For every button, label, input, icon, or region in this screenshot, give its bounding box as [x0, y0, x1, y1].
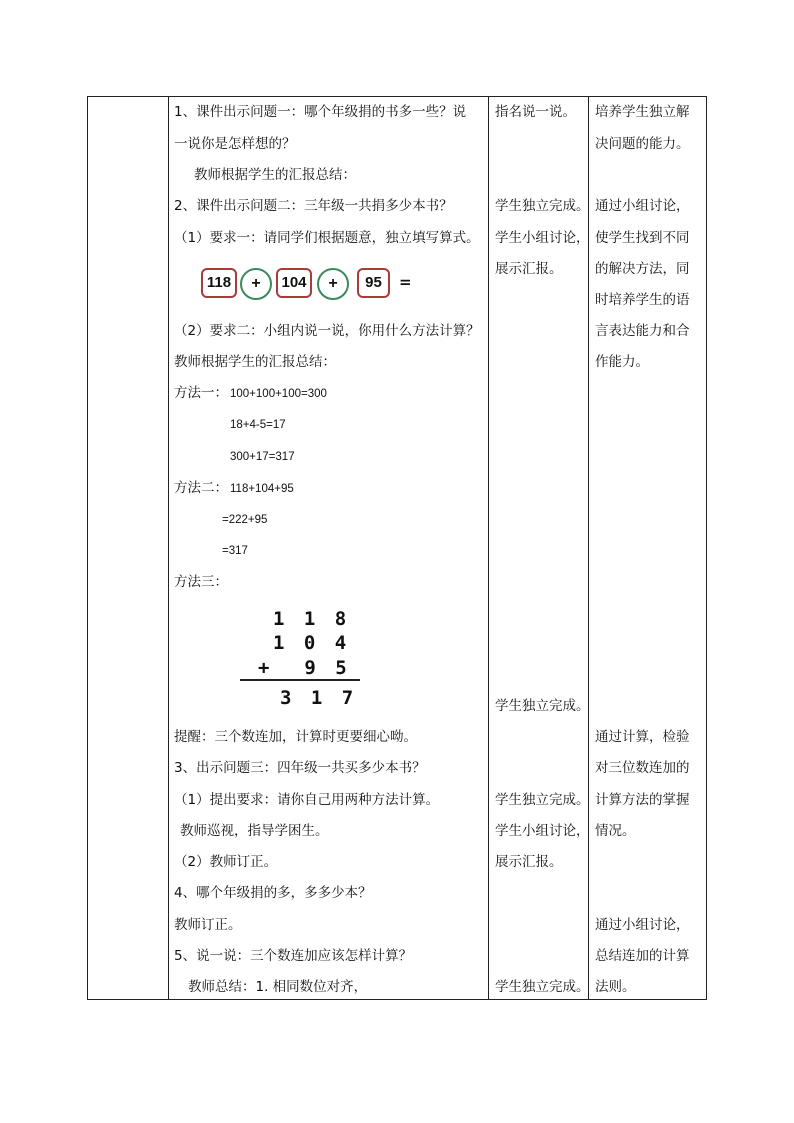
design-intent: 使学生找到不同	[595, 230, 690, 246]
teacher-summary-3: 教师总结：1. 相同数位对齐，	[188, 979, 368, 995]
reminder: 提醒：三个数连加，计算时更要细心呦。	[174, 729, 417, 745]
design-intent: 计算方法的掌握	[595, 792, 690, 808]
vertical-row-2: 1 0 4	[273, 632, 351, 654]
vertical-row-1: 1 1 8	[273, 608, 351, 630]
design-intent: 培养学生独立解	[595, 104, 690, 120]
method-2-step: =222+95	[222, 514, 268, 526]
design-intent: 决问题的能力。	[595, 136, 690, 152]
question-3: 3、出示问题三：四年级一共买多少本书？	[174, 760, 426, 776]
design-intent: 作能力。	[595, 354, 649, 370]
method-2-step: 118+104+95	[230, 483, 294, 495]
method-1-step: 100+100+100=300	[230, 388, 327, 400]
question-1-line-2: 一说你是怎样想的？	[174, 136, 296, 152]
design-intent: 言表达能力和合	[595, 323, 690, 339]
student-activity: 学生独立完成。	[495, 698, 590, 714]
column-divider	[488, 97, 489, 999]
method-3-label: 方法三：	[174, 574, 228, 590]
design-intent: 通过小组讨论，	[595, 198, 690, 214]
vertical-row-3: + 9 5	[258, 657, 351, 679]
addend-box-1: 118	[201, 268, 237, 298]
design-intent: 总结连加的计算	[595, 948, 690, 964]
student-activity: 学生独立完成。	[495, 792, 590, 808]
student-activity: 学生小组讨论，	[495, 823, 590, 839]
question-2: 2、课件出示问题二：三年级一共捐多少本书？	[174, 198, 453, 214]
requirement-1: （1）要求一：请同学们根据题意，独立填写算式。	[174, 230, 480, 246]
design-intent: 的解决方法，同	[595, 261, 690, 277]
student-activity: 学生独立完成。	[495, 198, 590, 214]
equals-sign: =	[399, 273, 412, 291]
requirement-2: （2）要求二：小组内说一说，你用什么方法计算？	[174, 323, 480, 339]
addend-box-3: 95	[357, 268, 390, 298]
teacher-summary-1: 教师根据学生的汇报总结：	[194, 167, 356, 183]
student-activity: 展示汇报。	[495, 854, 563, 870]
student-activity: 学生独立完成。	[495, 979, 590, 995]
plus-circle-2: +	[317, 268, 349, 300]
design-intent: 情况。	[595, 823, 636, 839]
design-intent: 时培养学生的语	[595, 292, 690, 308]
question-3-requirement: （1）提出要求：请你自己用两种方法计算。	[174, 792, 440, 808]
method-2-step: =317	[222, 545, 248, 557]
question-5: 5、说一说：三个数连加应该怎样计算？	[174, 948, 413, 964]
method-2-label: 方法二：	[174, 480, 228, 496]
design-intent: 法则。	[595, 979, 636, 995]
method-1-step: 300+17=317	[230, 451, 295, 463]
column-divider	[168, 97, 169, 999]
method-1-step: 18+4-5=17	[230, 419, 286, 431]
question-4: 4、哪个年级捐的多，多多少本？	[174, 885, 372, 901]
method-1-label: 方法一：	[174, 385, 228, 401]
teacher-patrol: 教师巡视，指导学困生。	[180, 823, 329, 839]
design-intent: 通过小组讨论，	[595, 917, 690, 933]
teacher-correction-2: 教师订正。	[174, 917, 242, 933]
question-1-line-1: 1、课件出示问题一：哪个年级捐的书多一些？说	[174, 104, 467, 120]
vertical-sum-line	[240, 679, 360, 681]
vertical-result: 3 1 7	[280, 687, 358, 709]
design-intent: 通过计算，检验	[595, 729, 690, 745]
teacher-correction-1: （2）教师订正。	[174, 854, 278, 870]
design-intent: 对三位数连加的	[595, 760, 690, 776]
student-activity: 指名说一说。	[495, 104, 576, 120]
teacher-summary-2: 教师根据学生的汇报总结：	[174, 354, 336, 370]
student-activity: 展示汇报。	[495, 261, 563, 277]
student-activity: 学生小组讨论，	[495, 230, 590, 246]
plus-circle-1: +	[240, 268, 272, 300]
addend-box-2: 104	[276, 268, 312, 298]
